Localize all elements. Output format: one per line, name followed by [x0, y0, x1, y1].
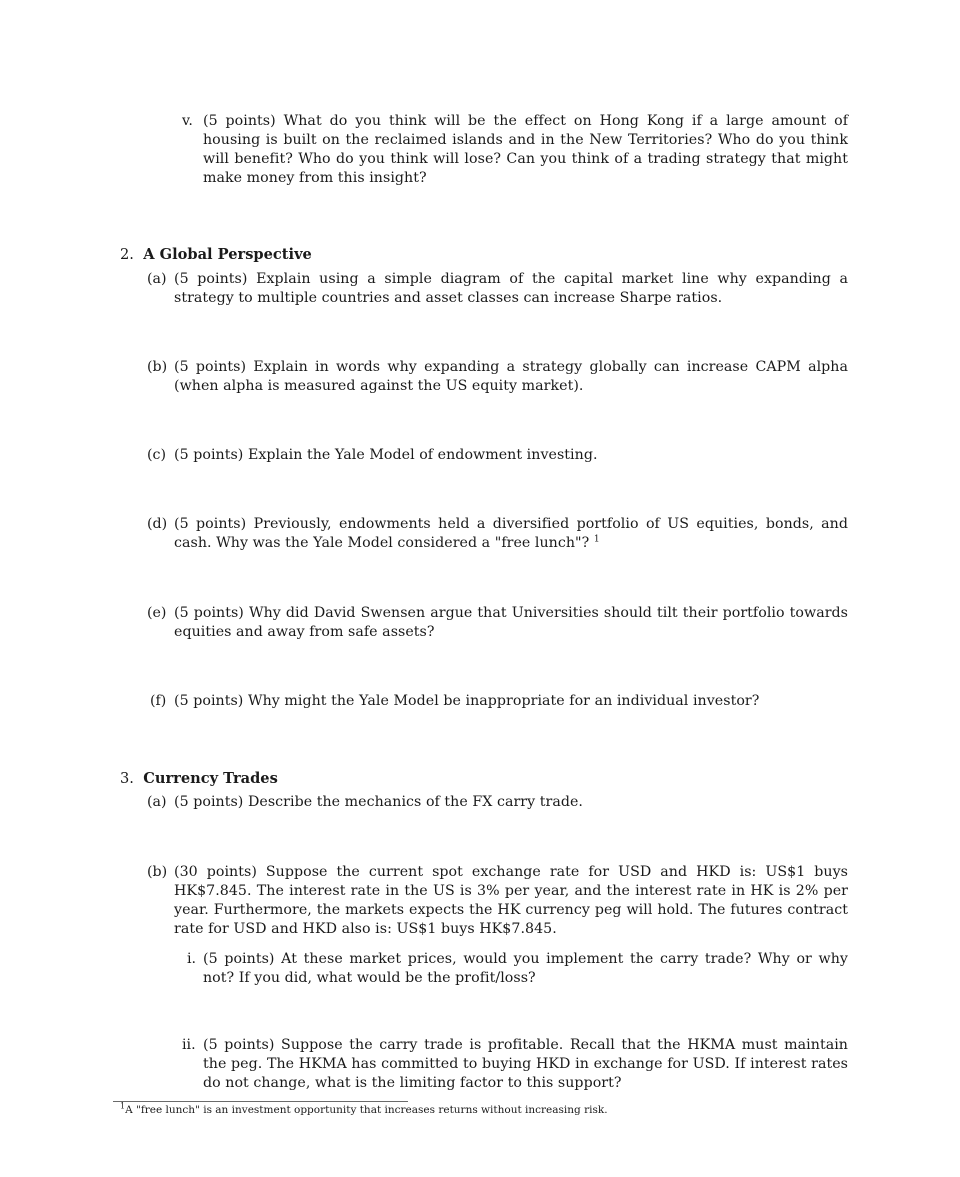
item-label-2c: (c)	[147, 447, 167, 463]
item-label-2a: (a)	[147, 271, 167, 287]
item-label-2e: (e)	[147, 605, 167, 621]
section-3-title: Currency Trades	[143, 770, 278, 787]
question-v-text: (5 points) What do you think will be the effect on Hong Kong if a large amount of housing is built on the reclaimed islands and in the New Territories? Who do you think will benefit? Who do you think will lose? Can you think of a trading strategy that might make money from this insight?	[203, 113, 848, 186]
question-3a-text: (5 points) Describe the mechanics of the FX carry trade.	[174, 794, 583, 810]
section-3-heading	[120, 769, 278, 788]
item-label-3b: (b)	[147, 864, 168, 880]
question-3b-i-text: (5 points) At these market prices, would you implement the carry trade? Why or why not? If you did, what would be the profit/loss?	[203, 951, 848, 986]
item-label-3a: (a)	[147, 794, 167, 810]
item-label-3b-i: i.	[187, 951, 197, 967]
question-2d	[174, 515, 848, 553]
question-2c-text: (5 points) Explain the Yale Model of endowment investing.	[174, 447, 598, 463]
footnote-marker: 1	[593, 534, 600, 545]
question-3b-text: (30 points) Suppose the current spot exchange rate for USD and HKD is: US$1 buys HK$7.845. The interest rate in the US is 3% per year, and the interest rate in HK is 2% per year. Furthermore, the markets expects the HK currency peg will hold. The futures contract rate for USD and HKD also is: US$1 buys HK$7.845.	[174, 864, 848, 937]
footnote-rule	[113, 1101, 408, 1102]
section-2-number: 2.	[120, 246, 134, 263]
section-3-number: 3.	[120, 770, 134, 787]
item-label-2d: (d)	[147, 516, 168, 532]
item-label-v: v.	[182, 113, 193, 129]
question-2f-text: (5 points) Why might the Yale Model be inappropriate for an individual investor?	[174, 693, 760, 709]
footnote	[120, 1101, 608, 1117]
section-2-title: A Global Perspective	[143, 246, 312, 263]
footnote-text: A "free lunch" is an investment opportunity that increases returns without increasing risk.	[125, 1104, 608, 1116]
section-2-heading	[120, 245, 312, 264]
question-2b-text: (5 points) Explain in words why expanding a strategy globally can increase CAPM alpha (when alpha is measured against the US equity market).	[174, 359, 848, 394]
question-2d-text: (5 points) Previously, endowments held a diversified portfolio of US equities, bonds, and cash. Why was the Yale Model considered a "free lunch"?	[174, 516, 848, 551]
question-2a-text: (5 points) Explain using a simple diagram of the capital market line why expanding a strategy to multiple countries and asset classes can increase Sharpe ratios.	[174, 271, 848, 306]
question-3b-ii-text: (5 points) Suppose the carry trade is profitable. Recall that the HKMA must maintain the peg. The HKMA has committed to buying HKD in exchange for USD. If interest rates do not change, what is the limiting factor to this support?	[203, 1037, 848, 1091]
item-label-2b: (b)	[147, 359, 168, 375]
footnote-mark: 1	[120, 1101, 126, 1111]
item-label-2f: (f)	[150, 693, 167, 709]
question-2e-text: (5 points) Why did David Swensen argue that Universities should tilt their portfolio towards equities and away from safe assets?	[174, 605, 848, 640]
item-label-3b-ii: ii.	[182, 1037, 196, 1053]
